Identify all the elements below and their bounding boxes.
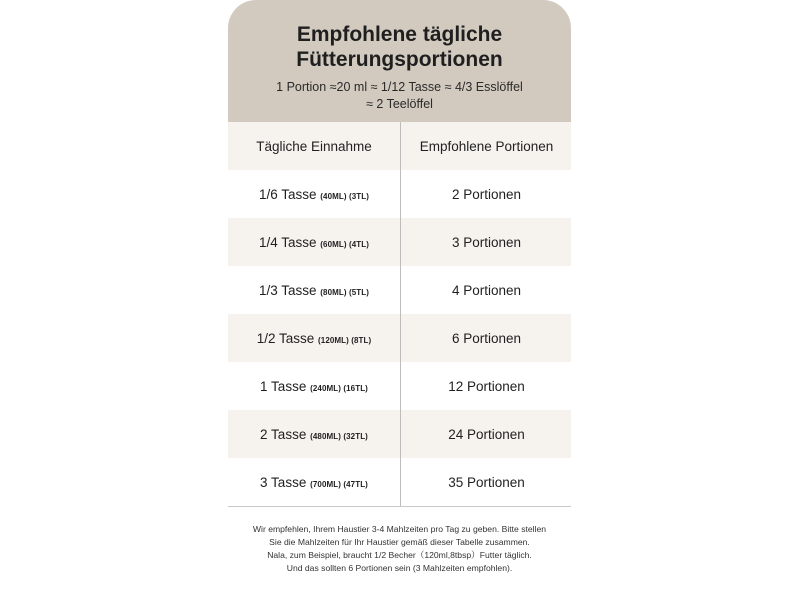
- intake-cell: [228, 266, 401, 314]
- footnote-line-2: Sie die Mahlzeiten für Ihr Haustier gemäß dieser Tabelle zusammen.: [269, 537, 530, 547]
- intake-amount: 1 Tasse: [260, 378, 307, 394]
- intake-detail: (700ML) (47TL): [310, 479, 368, 489]
- intake-amount: 1/2 Tasse: [256, 330, 315, 346]
- portion-table: [228, 122, 571, 507]
- intake-cell: [228, 362, 401, 410]
- table-row: [228, 458, 571, 507]
- column-header-intake: Tägliche Einnahme: [228, 122, 401, 170]
- footnote-line-4: Und das sollten 6 Portionen sein (3 Mahlzeiten empfohlen).: [286, 563, 513, 573]
- portions-cell: 2 Portionen: [401, 170, 572, 218]
- footnote-line-3: Nala, zum Beispiel, braucht 1/2 Becher（120ml,8tbsp）Futter täglich.: [267, 550, 532, 560]
- title-line-1: Empfohlene tägliche: [296, 23, 503, 46]
- table-row: [228, 314, 571, 362]
- portions-cell: 3 Portionen: [401, 218, 572, 266]
- table-row: [228, 362, 571, 410]
- portions-cell: 24 Portionen: [401, 410, 572, 458]
- intake-cell: [228, 170, 401, 218]
- portions-cell: 35 Portionen: [401, 458, 572, 507]
- table-row: [228, 266, 571, 314]
- intake-amount: 1/3 Tasse: [258, 282, 317, 298]
- intake-amount: 1/4 Tasse: [258, 234, 317, 250]
- table-row: [228, 218, 571, 266]
- table-row: [228, 410, 571, 458]
- subtitle-line-2: ≈ 2 Teelöffel: [366, 97, 433, 111]
- intake-amount: 2 Tasse: [260, 426, 307, 442]
- footnote-line-1: Wir empfehlen, Ihrem Haustier 3-4 Mahlzeiten pro Tag zu geben. Bitte stellen: [252, 524, 547, 534]
- intake-cell: [228, 410, 401, 458]
- portions-cell: 4 Portionen: [401, 266, 572, 314]
- intake-detail: (80ML) (5TL): [320, 287, 370, 297]
- subtitle-line-1: 1 Portion ≈20 ml ≈ 1/12 Tasse ≈ 4/3 Esslöffel: [276, 80, 523, 94]
- feeding-portions-card: [228, 0, 571, 600]
- intake-detail: (60ML) (4TL): [320, 239, 370, 249]
- card-title: [228, 0, 571, 72]
- intake-cell: [228, 218, 401, 266]
- intake-detail: (40ML) (3TL): [320, 191, 370, 201]
- title-line-2: Fütterungsportionen: [296, 48, 503, 71]
- table-header-row: [228, 122, 571, 170]
- card-header: [228, 0, 571, 122]
- portions-cell: 6 Portionen: [401, 314, 572, 362]
- intake-detail: (240ML) (16TL): [310, 383, 368, 393]
- conversion-subtitle: [228, 79, 571, 113]
- intake-amount: 3 Tasse: [260, 474, 307, 490]
- footnote: [228, 507, 571, 575]
- intake-cell: [228, 458, 401, 507]
- column-header-portions: Empfohlene Portionen: [401, 122, 572, 170]
- intake-detail: (120ML) (8TL): [318, 335, 372, 345]
- table-row: [228, 170, 571, 218]
- intake-amount: 1/6 Tasse: [258, 186, 317, 202]
- portions-cell: 12 Portionen: [401, 362, 572, 410]
- intake-cell: [228, 314, 401, 362]
- intake-detail: (480ML) (32TL): [310, 431, 368, 441]
